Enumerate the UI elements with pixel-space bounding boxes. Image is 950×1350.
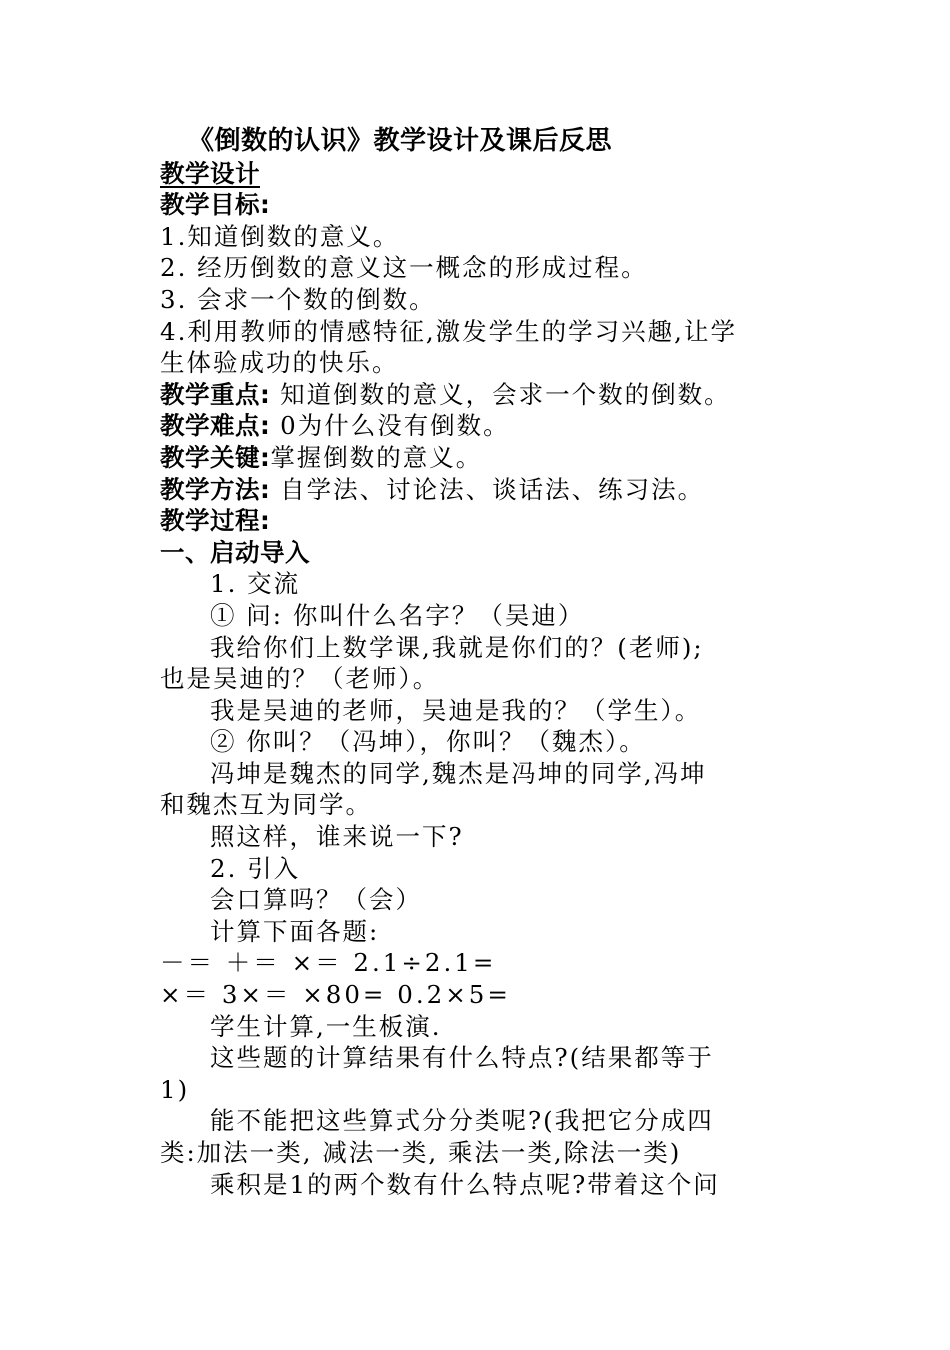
objective-item: 1.知道倒数的意义。 [160,221,400,251]
body-line: 能不能把这些算式分分类呢?(我把它分成四 [210,1106,714,1136]
difficulty-text: 0为什么没有倒数。 [270,411,510,441]
method-row [160,474,795,506]
objectives-heading: 教学目标: [160,190,271,220]
difficulty-row [160,410,795,442]
body-line: 类:加法一类, 减法一类, 乘法一类,除法一类) [160,1138,682,1167]
body-line: ② 你叫？（冯坤），你叫？（魏杰）。 [210,727,646,757]
objective-item: 3. 会求一个数的倒数。 [160,284,436,314]
method-label: 教学方法: [160,474,271,504]
body-line: 我给你们上数学课,我就是你们的？(老师); [210,632,704,662]
document-page [160,126,795,1200]
key-point-text: 知道倒数的意义，会求一个数的倒数。 [270,379,731,409]
key-row [160,442,795,474]
difficulty-label: 教学难点: [160,411,271,441]
document-title: 《倒数的认识》教学设计及课后反思 [188,126,613,156]
process-heading: 教学过程: [160,506,271,536]
section-heading: 教学设计 [160,158,260,188]
part-one-heading: 一、启动导入 [160,537,310,567]
objective-item: 2. 经历倒数的意义这一概念的形成过程。 [160,253,648,283]
objective-item: 4.利用教师的情感特征,激发学生的学习兴趣,让学 [160,316,737,346]
body-line: 照这样，谁来说一下? [210,822,464,852]
body-line: 计算下面各题: [210,916,380,946]
body-line: 我是吴迪的老师，吴迪是我的？（学生）。 [210,695,702,725]
body-line: 1. 交流 [210,569,301,599]
objective-item-continued: 生体验成功的快乐。 [160,348,399,378]
math-row: －＝ ＋＝ ×＝ 2.1÷2.1= [160,948,497,978]
body-line: 会口算吗？（会） [210,885,422,915]
method-text: 自学法、讨论法、谈话法、练习法。 [270,474,705,504]
key-label: 教学关键: [160,442,271,472]
key-point-label: 教学重点: [160,379,271,409]
body-line: 冯坤是魏杰的同学,魏杰是冯坤的同学,冯坤 [210,758,707,788]
body-line: ① 问: 你叫什么名字？（吴迪） [210,600,585,630]
body-line: 2. 引入 [210,853,301,883]
body-line: 学生计算,一生板演. [210,1011,442,1041]
body-line: 1) [160,1074,190,1104]
body-line: 这些题的计算结果有什么特点?(结果都等于 [210,1043,714,1073]
body-line: 也是吴迪的？（老师）。 [160,664,440,694]
key-text: 掌握倒数的意义。 [270,442,483,472]
math-row: ×＝ 3×＝ ×80= 0.2×5= [160,980,511,1010]
body-line: 和魏杰互为同学。 [160,790,372,820]
body-line: 乘积是1的两个数有什么特点呢?带着这个问 [210,1169,720,1199]
key-point-row [160,379,795,411]
